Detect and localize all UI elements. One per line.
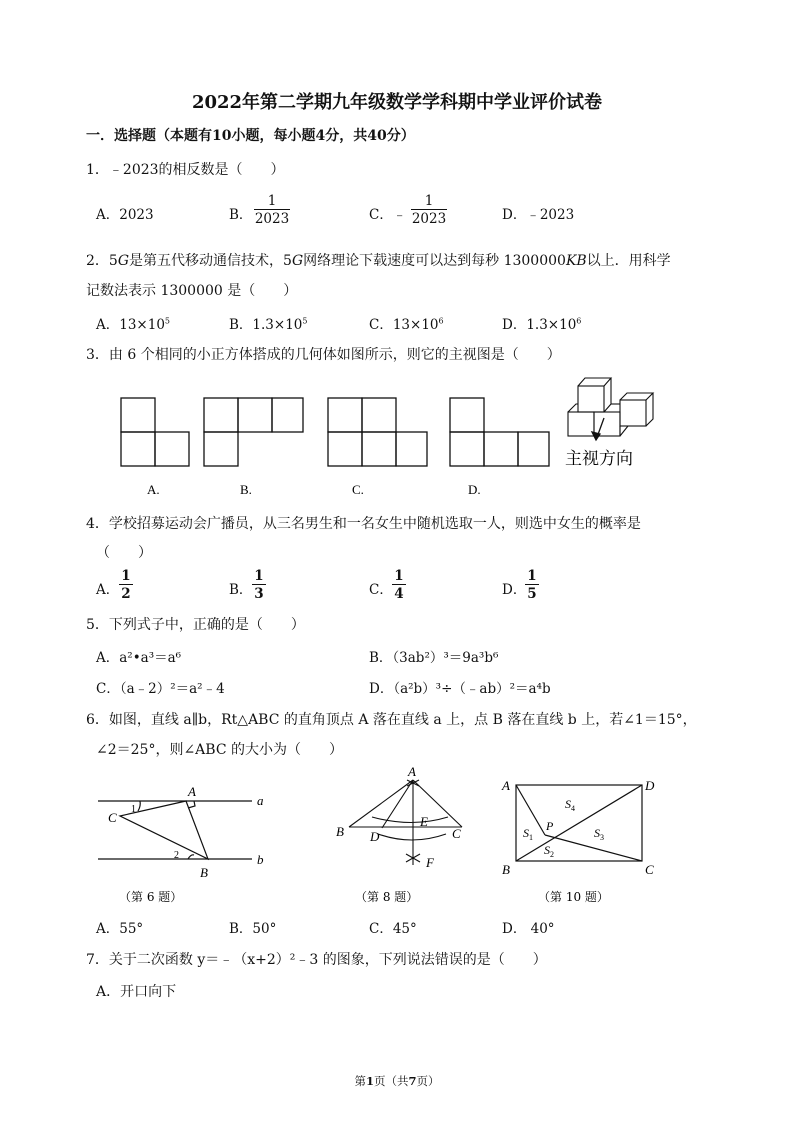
fig6-angle-2: 2 [174, 850, 179, 861]
q4-option-a-prefix: A． [96, 582, 120, 598]
fig10-label-A: A [502, 778, 510, 793]
fig8-label-D: D [370, 829, 380, 844]
fig10-label-C: C [645, 862, 654, 877]
q4-paren: （ ） [96, 545, 152, 561]
q6-option-c: C．45° [369, 921, 417, 937]
q3-cube-solid [568, 378, 653, 436]
q5-option-b: B．（3ab²）³＝9a³b⁶ [369, 650, 499, 666]
q5-option-a: A．a²•a³＝a⁶ [96, 650, 182, 666]
q7-option-a: A．开口向下 [96, 984, 177, 1000]
q2-option-c: C．$13\times 10^6$ [369, 316, 444, 333]
q5-option-c: C．（a﹣2）²＝a²﹣4 [96, 681, 225, 697]
fig10-label-S3: $S_3$ [594, 826, 604, 842]
q1-option-b-fraction: $\frac{1}{2023}$ [254, 193, 290, 227]
q3-label-a: A. [147, 482, 160, 497]
q3-label-c: C. [352, 482, 364, 497]
q4-option-b-prefix: B． [229, 582, 253, 598]
q5-stem: 5．下列式子中，正确的是（ ） [86, 617, 305, 633]
fig8-label-E: E [420, 814, 428, 829]
section-heading: 一．选择题（本题有10小题，每小题4分，共40分） [86, 128, 415, 144]
q1-option-c-prefix: C．﹣ [369, 207, 407, 223]
fig6-label-A: A [188, 784, 196, 799]
q4-stem: 4．学校招募运动会广播员，从三名男生和一名女生中随机选取一人，则选中女生的概率是 [86, 516, 641, 532]
q3-label-b: B. [240, 482, 252, 497]
fig8-label-C: C [452, 826, 461, 841]
view-direction-label: 主视方向 [565, 449, 633, 469]
fig6-label-line-a: a [257, 793, 264, 808]
q2-option-d: D．$1.3\times 10^6$ [502, 316, 582, 333]
fig8-caption: （第 8 题） [355, 890, 419, 904]
fig10-label-S4: $S_4$ [565, 797, 575, 813]
q4-option-d-prefix: D． [502, 582, 527, 598]
q6-option-b: B．50° [229, 921, 277, 937]
q3-option-b-figure [204, 398, 303, 466]
q2-line2: 记数法表示 1300000 是（ ） [86, 283, 298, 299]
q4-option-c-prefix: C． [369, 582, 393, 598]
fig10-label-D: D [645, 778, 655, 793]
q3-option-d-figure [450, 398, 549, 466]
page-title: 2022年第二学期九年级数学学科期中学业评价试卷 [191, 92, 603, 113]
fig10-caption: （第 10 题） [538, 890, 609, 904]
fig8-label-B: B [336, 824, 344, 839]
q1-option-c-fraction: $\frac{1}{2023}$ [411, 193, 447, 227]
q6-line1: 6．如图，直线 a∥b，Rt△ABC 的直角顶点 A 落在直线 a 上，点 B 落在直线 b 上，若∠1＝15°， [86, 712, 697, 728]
fig6-angle-1: 1 [131, 804, 136, 815]
q3-option-a-figure [121, 398, 189, 466]
fig10-label-P: P [546, 819, 554, 833]
figure-q10 [516, 785, 642, 861]
q4-option-d-fraction: $\frac{1}{5}$ [525, 568, 539, 602]
q5-option-d: D．（a²b）³÷（﹣ab）²＝a⁴b [369, 681, 551, 697]
fig8-label-F: F [426, 855, 434, 870]
fig6-caption: （第 6 题） [119, 890, 183, 904]
q6-option-a: A．55° [96, 921, 144, 937]
q2-option-b: B．$1.3\times 10^5$ [229, 316, 308, 333]
q6-figures [0, 764, 794, 910]
q4-option-c-fraction: $\frac{1}{4}$ [392, 568, 406, 602]
q6-line2: ∠2＝25°，则∠ABC 的大小为（ ） [96, 742, 344, 758]
q2-option-a: A．$13\times 10^5$ [96, 316, 171, 333]
fig6-label-line-b: b [257, 852, 264, 867]
q3-stem: 3．由 6 个相同的小正方体搭成的几何体如图所示，则它的主视图是（ ） [86, 347, 561, 363]
q3-label-d: D. [468, 482, 481, 497]
fig6-label-B: B [200, 865, 208, 880]
q6-option-d: D． 40° [502, 921, 555, 937]
fig6-label-C: C [108, 810, 117, 825]
fig10-label-S1: $S_1$ [523, 826, 533, 842]
q1-stem: 1．﹣2023的相反数是（ ） [86, 162, 285, 178]
q3-option-c-figure [328, 398, 427, 466]
q4-option-b-fraction: $\frac{1}{3}$ [252, 568, 266, 602]
fig10-label-S2: $S_2$ [544, 843, 554, 859]
q1-option-a: A．2023 [96, 207, 154, 223]
q4-option-a-fraction: $\frac{1}{2}$ [119, 568, 133, 602]
fig8-label-A: A [408, 764, 416, 779]
page-footer: 第1页（共7页） [354, 1074, 440, 1088]
q3-figures [0, 390, 794, 510]
fig10-label-B: B [502, 862, 510, 877]
q7-stem: 7．关于二次函数 y＝﹣（x+2）²﹣3 的图象，下列说法错误的是（ ） [86, 952, 547, 968]
q1-option-d: D．﹣2023 [502, 207, 575, 223]
q2-line1: 2．5G是第五代移动通信技术，5G网络理论下载速度可以达到每秒 1300000KB以上．用科学 [86, 253, 671, 269]
figure-q8 [349, 780, 462, 865]
q1-option-b-prefix: B． [229, 207, 253, 223]
